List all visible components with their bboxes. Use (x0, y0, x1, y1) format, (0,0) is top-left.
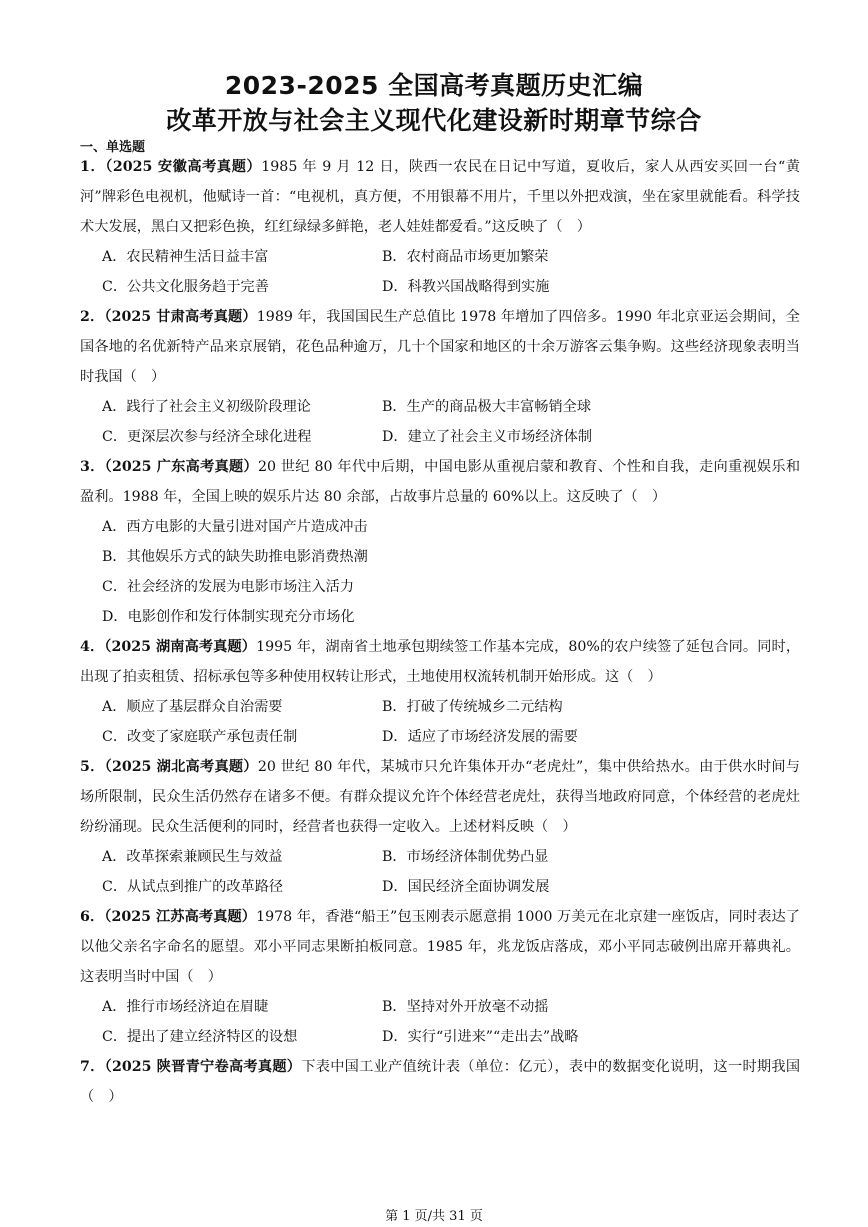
question-stem (80, 752, 800, 842)
question-source: （2025 江苏高考真题） (104, 909, 257, 925)
question-2 (80, 302, 800, 452)
question-number: 6． (80, 909, 105, 925)
question-number: 5． (80, 759, 105, 775)
option-d: D．适应了市场经济发展的需要 (382, 729, 578, 745)
option-c: C．社会经济的发展为电影市场注入活力 (102, 579, 355, 595)
question-text: 20 世纪 80 年代中后期，中国电影从重视启蒙和教育、个性和自我，走向重视娱乐和盈利。1988 年，全国上映的娱乐片达 80 余部，占故事片总量的 60%以上。这反映了（ ） (80, 459, 801, 505)
option-a: A．践行了社会主义初级阶段理论 (102, 399, 311, 415)
section-heading: 一、单选题 (80, 140, 146, 155)
option-a: A．改革探索兼顾民生与效益 (102, 849, 283, 865)
option-a: A．顺应了基层群众自治需要 (102, 699, 283, 715)
question-stem (80, 902, 800, 992)
options (102, 392, 800, 452)
question-5 (80, 752, 800, 902)
document-title-line2: 改革开放与社会主义现代化建设新时期章节综合 (166, 106, 702, 135)
question-list (80, 152, 800, 1112)
question-stem (80, 152, 800, 242)
option-c: C．改变了家庭联产承包责任制 (102, 729, 298, 745)
option-d: D．科教兴国战略得到实施 (382, 279, 550, 295)
question-text: 下表中国工业产值统计表（单位：亿元），表中的数据变化说明，这一时期我国（ ） (80, 1059, 801, 1105)
option-b: B．生产的商品极大丰富畅销全球 (382, 399, 592, 415)
question-stem (80, 632, 800, 692)
question-1 (80, 152, 800, 302)
question-number: 2． (80, 309, 105, 325)
question-stem (80, 452, 800, 512)
option-b: B．农村商品市场更加繁荣 (382, 249, 549, 265)
option-a: A．西方电影的大量引进对国产片造成冲击 (102, 519, 368, 535)
question-text: 1995 年，湖南省土地承包期续签工作基本完成，80%的农户续签了延包合同。同时，出现了拍卖租赁、招标承包等多种使用权转让形式，土地使用权流转机制开始形成。这（ ） (80, 639, 801, 685)
question-number: 1． (80, 159, 106, 175)
option-a: A．推行市场经济迫在眉睫 (102, 999, 269, 1015)
options (102, 512, 800, 632)
option-c: C．从试点到推广的改革路径 (102, 879, 284, 895)
question-source: （2025 广东高考真题） (104, 459, 258, 475)
option-d: D．建立了社会主义市场经济体制 (382, 429, 593, 445)
options (102, 992, 800, 1052)
options (102, 242, 800, 302)
question-source: （2025 甘肃高考真题） (104, 309, 257, 325)
document-title-line1: 2023-2025 全国高考真题历史汇编 (224, 71, 644, 100)
option-c: C．公共文化服务趋于完善 (102, 279, 269, 295)
page-footer: 第 1 页/共 31 页 (385, 1209, 483, 1224)
option-d: D．实行“引进来”“走出去”战略 (382, 1029, 579, 1045)
question-4 (80, 632, 800, 752)
options (102, 692, 800, 752)
option-c: C．提出了建立经济特区的设想 (102, 1029, 298, 1045)
question-number: 7． (80, 1059, 105, 1075)
question-source: （2025 湖北高考真题） (104, 759, 258, 775)
option-b: B．坚持对外开放毫不动摇 (382, 999, 549, 1015)
option-d: D．国民经济全面协调发展 (382, 879, 550, 895)
question-number: 4． (80, 639, 105, 655)
option-b: B．其他娱乐方式的缺失助推电影消费热潮 (102, 549, 368, 565)
options (102, 842, 800, 902)
question-3 (80, 452, 800, 632)
option-a: A．农民精神生活日益丰富 (102, 249, 269, 265)
question-stem (80, 1052, 800, 1112)
question-number: 3． (80, 459, 105, 475)
option-d: D．电影创作和发行体制实现充分市场化 (102, 609, 355, 625)
question-text: 20 世纪 80 年代，某城市只允许集体开办“老虎灶”，集中供给热水。由于供水时间与场所限制，民众生活仍然存在诸多不便。有群众提议允许个体经营老虎灶，获得当地政府同意，个体经营的老虎灶纷纷涌现。民众生活便利的同时，经营者也获得一定收入。上述材料反映（ ） (80, 759, 800, 835)
option-b: B．市场经济体制优势凸显 (382, 849, 549, 865)
question-source: （2025 陕晋青宁卷高考真题） (104, 1059, 302, 1075)
question-6 (80, 902, 800, 1052)
question-text: 1978 年，香港“船王”包玉刚表示愿意捐 1000 万美元在北京建一座饭店，同时表达了以他父亲名字命名的愿望。邓小平同志果断拍板同意。1985 年，兆龙饭店落成，邓小平同志破例出席开幕典礼。这表明当时中国（ ） (80, 909, 800, 985)
question-stem (80, 302, 800, 392)
question-text: 1989 年，我国国民生产总值比 1978 年增加了四倍多。1990 年北京亚运会期间，全国各地的名优新特产品来京展销，花色品种逾万，几十个国家和地区的十余万游客云集争购。这些经济现象表明当时我国（ ） (80, 309, 800, 385)
question-source: （2025 安徽高考真题） (105, 159, 262, 175)
question-source: （2025 湖南高考真题） (104, 639, 257, 655)
option-b: B．打破了传统城乡二元结构 (382, 699, 563, 715)
option-c: C．更深层次参与经济全球化进程 (102, 429, 312, 445)
question-text: 1985 年 9 月 12 日，陕西一农民在日记中写道，夏收后，家人从西安买回一台“黄河”牌彩色电视机，他赋诗一首：“电视机，真方便，不用银幕不用片，千里以外把戏演，坐在家里就能看。科学技术大发展，黑白又把彩色换，红红绿绿多鲜艳，老人娃娃都爱看。”这反映了（ ） (80, 159, 801, 235)
question-7 (80, 1052, 800, 1112)
